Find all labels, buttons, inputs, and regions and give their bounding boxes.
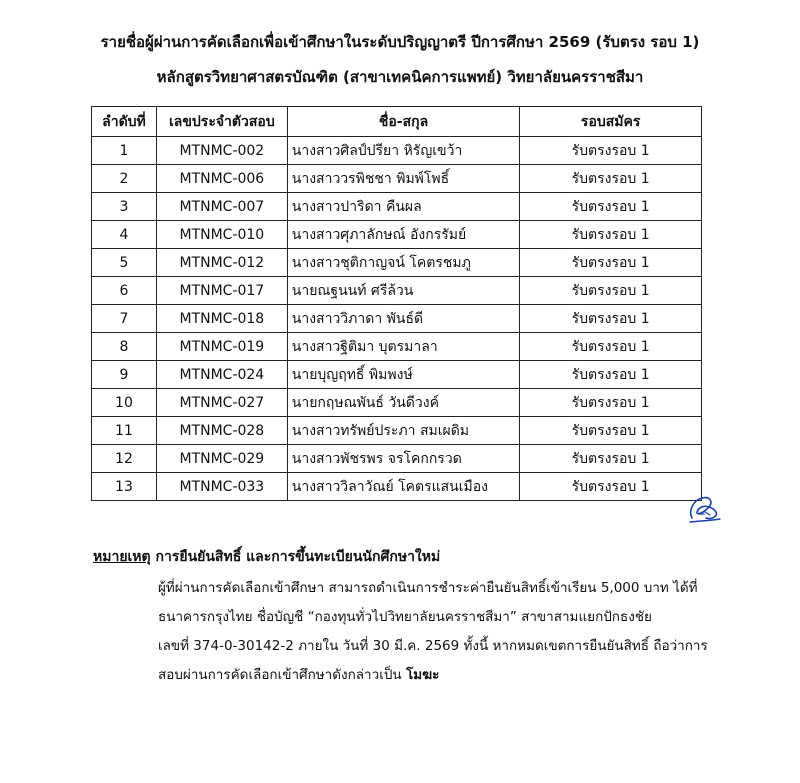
table-row xyxy=(92,445,702,473)
row-number: 4 xyxy=(92,221,157,249)
student-name: นางสาวฐิติมา บุตรมาลา xyxy=(287,333,520,361)
column-header-id: เลขประจำตัวสอบ xyxy=(156,107,287,137)
application-round: รับตรงรอบ 1 xyxy=(520,333,702,361)
student-name: นางสาวชุติกาญจน์ โคตรชมภู xyxy=(287,249,520,277)
student-name: นางสาวปาริดา คืนผล xyxy=(287,193,520,221)
application-round: รับตรงรอบ 1 xyxy=(520,445,702,473)
student-name: นายกฤษณพันธ์ วันดีวงค์ xyxy=(287,389,520,417)
table-row xyxy=(92,305,702,333)
exam-id: MTNMC-033 xyxy=(156,473,287,501)
application-round: รับตรงรอบ 1 xyxy=(520,193,702,221)
exam-id: MTNMC-007 xyxy=(156,193,287,221)
student-name: นายบุญฤทธิ์ พิมพงษ์ xyxy=(287,361,520,389)
row-number: 6 xyxy=(92,277,157,305)
student-name: นางสาวทรัพย์ประภา สมเผดิม xyxy=(287,417,520,445)
void-emphasis: โมฆะ xyxy=(405,667,440,683)
column-header-round: รอบสมัคร xyxy=(520,107,702,137)
note-line: ผู้ที่ผ่านการคัดเลือกเข้าศึกษา สามารถดำเนินการชำระค่ายืนยันสิทธิ์เข้าเรียน 5,000 บาท ได้ที่ xyxy=(158,580,698,596)
application-round: รับตรงรอบ 1 xyxy=(520,165,702,193)
row-number: 10 xyxy=(92,389,157,417)
table-row xyxy=(92,249,702,277)
note-line: ธนาคารกรุงไทย ชื่อบัญชี “กองทุนทั่วไปวิทยาลัยนครราชสีมา” สาขาสามแยกปักธงชัย xyxy=(158,609,652,625)
note-last-line-text: สอบผ่านการคัดเลือกเข้าศึกษาดังกล่าวเป็น xyxy=(158,667,402,683)
application-round: รับตรงรอบ 1 xyxy=(520,389,702,417)
note-title: การยืนยันสิทธิ์ และการขึ้นทะเบียนนักศึกษาใหม่ xyxy=(155,549,441,565)
row-number: 13 xyxy=(92,473,157,501)
row-number: 11 xyxy=(92,417,157,445)
exam-id: MTNMC-010 xyxy=(156,221,287,249)
table-body xyxy=(92,137,702,501)
exam-id: MTNMC-002 xyxy=(156,137,287,165)
table-row xyxy=(92,389,702,417)
application-round: รับตรงรอบ 1 xyxy=(520,221,702,249)
admission-table xyxy=(91,106,702,501)
note-label: หมายเหตุ xyxy=(93,549,151,565)
exam-id: MTNMC-019 xyxy=(156,333,287,361)
exam-id: MTNMC-017 xyxy=(156,277,287,305)
row-number: 9 xyxy=(92,361,157,389)
exam-id: MTNMC-029 xyxy=(156,445,287,473)
student-name: นายณฐนนท์ ศรีล้วน xyxy=(287,277,520,305)
exam-id: MTNMC-028 xyxy=(156,417,287,445)
table-row xyxy=(92,137,702,165)
table-row xyxy=(92,221,702,249)
note-body xyxy=(158,574,718,690)
row-number: 12 xyxy=(92,445,157,473)
exam-id: MTNMC-027 xyxy=(156,389,287,417)
note-line: เลขที่ 374-0-30142-2 ภายใน วันที่ 30 มี.ค. 2569 ทั้งนี้ หากหมดเขตการยืนยันสิทธิ์ ถือว่าการ xyxy=(158,638,708,654)
table-header-row xyxy=(92,107,702,137)
exam-id: MTNMC-018 xyxy=(156,305,287,333)
row-number: 7 xyxy=(92,305,157,333)
row-number: 8 xyxy=(92,333,157,361)
row-number: 2 xyxy=(92,165,157,193)
table-row xyxy=(92,361,702,389)
student-name: นางสาวศุภาลักษณ์ อังกรรัมย์ xyxy=(287,221,520,249)
student-name: นางสาววรพิชชา พิมพ์โพธิ์ xyxy=(287,165,520,193)
application-round: รับตรงรอบ 1 xyxy=(520,473,702,501)
table-row xyxy=(92,165,702,193)
exam-id: MTNMC-024 xyxy=(156,361,287,389)
application-round: รับตรงรอบ 1 xyxy=(520,361,702,389)
student-name: นางสาววิลาวัณย์ โคตรแสนเมือง xyxy=(287,473,520,501)
table-row xyxy=(92,417,702,445)
application-round: รับตรงรอบ 1 xyxy=(520,277,702,305)
row-number: 1 xyxy=(92,137,157,165)
table-row xyxy=(92,333,702,361)
page-title: รายชื่อผู้ผ่านการคัดเลือกเพื่อเข้าศึกษาในระดับปริญญาตรี ปีการศึกษา 2569 (รับตรง รอบ 1) xyxy=(100,33,700,51)
student-name: นางสาวศิลป์ปรียา หิรัญเขว้า xyxy=(287,137,520,165)
table-row xyxy=(92,193,702,221)
student-name: นางสาววิภาดา พันธ์ดี xyxy=(287,305,520,333)
note-last-line xyxy=(158,661,718,690)
application-round: รับตรงรอบ 1 xyxy=(520,137,702,165)
exam-id: MTNMC-012 xyxy=(156,249,287,277)
signature-icon xyxy=(684,488,724,528)
exam-id: MTNMC-006 xyxy=(156,165,287,193)
application-round: รับตรงรอบ 1 xyxy=(520,417,702,445)
note-heading xyxy=(93,546,440,568)
application-round: รับตรงรอบ 1 xyxy=(520,305,702,333)
application-round: รับตรงรอบ 1 xyxy=(520,249,702,277)
table-row xyxy=(92,473,702,501)
row-number: 5 xyxy=(92,249,157,277)
row-number: 3 xyxy=(92,193,157,221)
page-subtitle: หลักสูตรวิทยาศาสตรบัณฑิต (สาขาเทคนิคการแพทย์) วิทยาลัยนครราชสีมา xyxy=(156,68,644,86)
column-header-name: ชื่อ-สกุล xyxy=(287,107,520,137)
table-row xyxy=(92,277,702,305)
column-header-no: ลำดับที่ xyxy=(92,107,157,137)
student-name: นางสาวพัชรพร จรโคกกรวด xyxy=(287,445,520,473)
